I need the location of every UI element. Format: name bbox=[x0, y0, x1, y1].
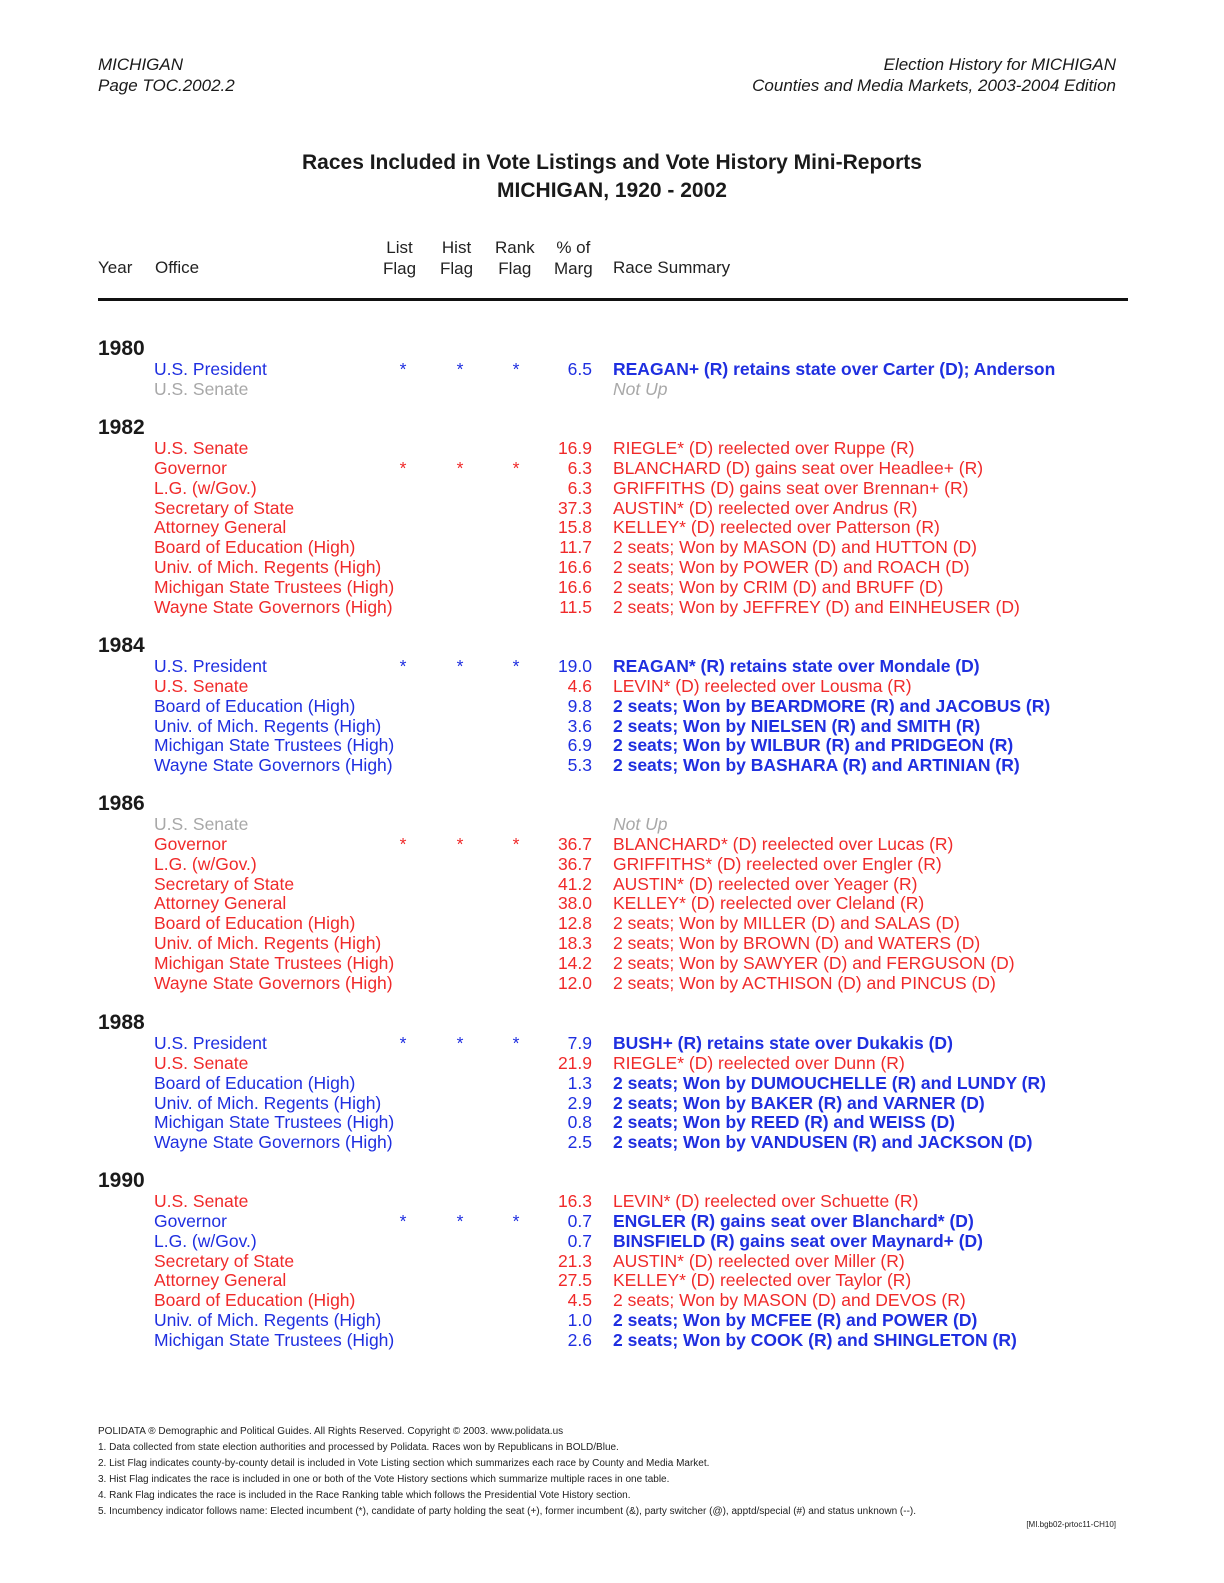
race-summary: KELLEY* (D) reelected over Cleland (R) bbox=[613, 893, 925, 913]
race-summary: AUSTIN* (D) reelected over Andrus (R) bbox=[613, 498, 918, 518]
race-office: Governor bbox=[154, 458, 227, 478]
race-row bbox=[0, 1330, 1224, 1350]
race-margin: 6.3 bbox=[567, 458, 592, 478]
state-name: MICHIGAN bbox=[98, 55, 183, 74]
race-summary: 2 seats; Won by MCFEE (R) and POWER (D) bbox=[613, 1310, 978, 1330]
race-margin: 2.6 bbox=[567, 1330, 592, 1350]
list-flag: * bbox=[399, 1211, 407, 1231]
race-margin: 12.8 bbox=[557, 913, 592, 933]
race-row bbox=[0, 577, 1224, 597]
rank-flag: * bbox=[512, 359, 520, 379]
race-margin: 12.0 bbox=[557, 973, 592, 993]
race-summary: BUSH+ (R) retains state over Dukakis (D) bbox=[613, 1033, 953, 1053]
race-margin: 37.3 bbox=[557, 498, 592, 518]
race-office: Governor bbox=[154, 834, 227, 854]
race-row bbox=[0, 755, 1224, 775]
list-flag: * bbox=[399, 359, 407, 379]
year-heading: 1988 bbox=[98, 1011, 145, 1034]
race-margin: 16.6 bbox=[557, 557, 592, 577]
race-office: Michigan State Trustees (High) bbox=[154, 1330, 395, 1350]
race-summary: 2 seats; Won by MILLER (D) and SALAS (D) bbox=[613, 913, 960, 933]
footer-code: [MI.bgb02-prtoc11-CH10] bbox=[1026, 1520, 1116, 1529]
race-row bbox=[0, 537, 1224, 557]
hist-flag: * bbox=[456, 1211, 464, 1231]
race-summary: 2 seats; Won by DUMOUCHELLE (R) and LUNDY (R) bbox=[613, 1073, 1046, 1093]
year-heading: 1986 bbox=[98, 792, 145, 815]
race-row bbox=[0, 1270, 1224, 1290]
footer-note: 4. Rank Flag indicates the race is included in the Race Ranking table which follows the Presidential Vote History section. bbox=[98, 1490, 631, 1501]
race-row bbox=[0, 1290, 1224, 1310]
col-hist-flag: Hist Flag bbox=[440, 238, 474, 278]
race-office: Secretary of State bbox=[154, 498, 295, 518]
race-office: Univ. of Mich. Regents (High) bbox=[154, 716, 382, 736]
race-margin: 4.6 bbox=[567, 676, 592, 696]
race-row bbox=[0, 1310, 1224, 1330]
col-office: Office bbox=[155, 258, 200, 277]
race-row bbox=[0, 379, 1224, 399]
race-row bbox=[0, 478, 1224, 498]
race-office: Board of Education (High) bbox=[154, 1290, 356, 1310]
race-margin: 41.2 bbox=[557, 874, 592, 894]
race-margin: 15.8 bbox=[557, 517, 592, 537]
publication-edition: Counties and Media Markets, 2003-2004 Edition bbox=[752, 76, 1116, 95]
rank-flag: * bbox=[512, 1033, 520, 1053]
race-office: U.S. Senate bbox=[154, 676, 249, 696]
race-margin: 16.3 bbox=[557, 1191, 592, 1211]
race-margin: 9.8 bbox=[567, 696, 592, 716]
race-margin: 14.2 bbox=[557, 953, 592, 973]
race-summary: LEVIN* (D) reelected over Lousma (R) bbox=[613, 676, 912, 696]
race-office: Wayne State Governors (High) bbox=[154, 973, 393, 993]
rank-flag: * bbox=[512, 834, 520, 854]
race-margin: 27.5 bbox=[557, 1270, 592, 1290]
footer-note: 1. Data collected from state election authorities and processed by Polidata. Races won by Republicans in BOLD/Blue. bbox=[98, 1442, 619, 1453]
race-margin: 0.7 bbox=[567, 1211, 592, 1231]
race-margin: 2.9 bbox=[567, 1093, 592, 1113]
race-office: Michigan State Trustees (High) bbox=[154, 953, 395, 973]
race-row bbox=[0, 953, 1224, 973]
race-summary: 2 seats; Won by BROWN (D) and WATERS (D) bbox=[613, 933, 981, 953]
race-margin: 38.0 bbox=[557, 893, 592, 913]
race-row bbox=[0, 1112, 1224, 1132]
race-summary: ENGLER (R) gains seat over Blanchard* (D) bbox=[613, 1211, 974, 1231]
race-summary: AUSTIN* (D) reelected over Yeager (R) bbox=[613, 874, 918, 894]
race-office: Attorney General bbox=[154, 1270, 287, 1290]
footer-note: 3. Hist Flag indicates the race is included in one or both of the Vote History sections which summarize multiple races in one table. bbox=[98, 1474, 670, 1485]
race-row bbox=[0, 438, 1224, 458]
race-summary: Not Up bbox=[613, 814, 668, 834]
page-number: Page TOC.2002.2 bbox=[98, 76, 235, 95]
race-office: Michigan State Trustees (High) bbox=[154, 735, 395, 755]
race-office: Michigan State Trustees (High) bbox=[154, 1112, 395, 1132]
race-office: Wayne State Governors (High) bbox=[154, 1132, 393, 1152]
race-margin: 6.9 bbox=[567, 735, 592, 755]
race-summary: KELLEY* (D) reelected over Patterson (R) bbox=[613, 517, 940, 537]
race-row bbox=[0, 597, 1224, 617]
year-heading: 1990 bbox=[98, 1169, 145, 1192]
race-row bbox=[0, 696, 1224, 716]
rank-flag: * bbox=[512, 656, 520, 676]
list-flag: * bbox=[399, 1033, 407, 1053]
race-margin: 11.5 bbox=[559, 597, 592, 617]
page-title: Races Included in Vote Listings and Vote History Mini-Reports bbox=[302, 151, 922, 174]
hist-flag: * bbox=[456, 359, 464, 379]
race-row bbox=[0, 1211, 1224, 1231]
race-summary: 2 seats; Won by MASON (D) and HUTTON (D) bbox=[613, 537, 978, 557]
footer-copyright: POLIDATA ® Demographic and Political Guides. All Rights Reserved. Copyright © 2003. www.polidata.us bbox=[98, 1426, 564, 1437]
race-margin: 21.3 bbox=[557, 1251, 592, 1271]
race-summary: BLANCHARD (D) gains seat over Headlee+ (R) bbox=[613, 458, 984, 478]
publication-title: Election History for MICHIGAN bbox=[883, 55, 1116, 74]
race-office: Univ. of Mich. Regents (High) bbox=[154, 557, 382, 577]
race-office: Secretary of State bbox=[154, 874, 295, 894]
race-summary: 2 seats; Won by BEARDMORE (R) and JACOBUS (R) bbox=[613, 696, 1051, 716]
race-summary: 2 seats; Won by ACTHISON (D) and PINCUS (D) bbox=[613, 973, 996, 993]
race-office: Attorney General bbox=[154, 893, 287, 913]
race-summary: 2 seats; Won by SAWYER (D) and FERGUSON (D) bbox=[613, 953, 1015, 973]
race-summary: 2 seats; Won by BASHARA (R) and ARTINIAN (R) bbox=[613, 755, 1020, 775]
rank-flag: * bbox=[512, 1211, 520, 1231]
race-margin: 36.7 bbox=[557, 834, 592, 854]
race-office: L.G. (w/Gov.) bbox=[154, 478, 257, 498]
race-summary: GRIFFITHS* (D) reelected over Engler (R) bbox=[613, 854, 942, 874]
hist-flag: * bbox=[456, 1033, 464, 1053]
race-margin: 0.7 bbox=[567, 1231, 592, 1251]
rank-flag: * bbox=[512, 458, 520, 478]
race-row bbox=[0, 458, 1224, 478]
race-row bbox=[0, 854, 1224, 874]
race-row bbox=[0, 1191, 1224, 1211]
race-row bbox=[0, 874, 1224, 894]
race-margin: 3.6 bbox=[567, 716, 592, 736]
race-margin: 2.5 bbox=[567, 1132, 592, 1152]
col-race-summary: Race Summary bbox=[613, 258, 731, 277]
race-summary: Not Up bbox=[613, 379, 668, 399]
race-summary: 2 seats; Won by MASON (D) and DEVOS (R) bbox=[613, 1290, 966, 1310]
race-office: Univ. of Mich. Regents (High) bbox=[154, 1093, 382, 1113]
race-row bbox=[0, 913, 1224, 933]
race-margin: 11.7 bbox=[559, 537, 592, 557]
race-summary: 2 seats; Won by JEFFREY (D) and EINHEUSER (D) bbox=[613, 597, 1020, 617]
race-row bbox=[0, 1033, 1224, 1053]
header-rule bbox=[98, 298, 1128, 301]
race-summary: AUSTIN* (D) reelected over Miller (R) bbox=[613, 1251, 905, 1271]
race-summary: 2 seats; Won by NIELSEN (R) and SMITH (R) bbox=[613, 716, 981, 736]
race-margin: 5.3 bbox=[567, 755, 592, 775]
footer-note: 5. Incumbency indicator follows name: Elected incumbent (*), candidate of party holding the seat (+), former incumbent (&), party switcher (@), apptd/special (#) and status unknown (--). bbox=[98, 1506, 917, 1517]
race-summary: REAGAN+ (R) retains state over Carter (D); Anderson bbox=[613, 359, 1056, 379]
race-office: U.S. Senate bbox=[154, 1053, 249, 1073]
race-margin: 16.6 bbox=[557, 577, 592, 597]
race-margin: 21.9 bbox=[557, 1053, 592, 1073]
race-row bbox=[0, 1053, 1224, 1073]
race-row bbox=[0, 517, 1224, 537]
race-row bbox=[0, 973, 1224, 993]
race-summary: LEVIN* (D) reelected over Schuette (R) bbox=[613, 1191, 919, 1211]
race-margin: 18.3 bbox=[557, 933, 592, 953]
race-summary: RIEGLE* (D) reelected over Ruppe (R) bbox=[613, 438, 915, 458]
year-heading: 1982 bbox=[98, 416, 145, 439]
race-margin: 19.0 bbox=[557, 656, 592, 676]
race-office: Wayne State Governors (High) bbox=[154, 597, 393, 617]
race-margin: 6.3 bbox=[567, 478, 592, 498]
race-margin: 7.9 bbox=[567, 1033, 592, 1053]
race-margin: 1.3 bbox=[567, 1073, 592, 1093]
race-office: U.S. President bbox=[154, 359, 267, 379]
race-margin: 4.5 bbox=[567, 1290, 592, 1310]
race-office: U.S. Senate bbox=[154, 1191, 249, 1211]
race-summary: 2 seats; Won by COOK (R) and SHINGLETON (R) bbox=[613, 1330, 1017, 1350]
race-summary: BINSFIELD (R) gains seat over Maynard+ (D) bbox=[613, 1231, 984, 1251]
page-subtitle: MICHIGAN, 1920 - 2002 bbox=[497, 179, 727, 202]
race-office: Attorney General bbox=[154, 517, 287, 537]
race-row bbox=[0, 1093, 1224, 1113]
race-margin: 1.0 bbox=[567, 1310, 592, 1330]
race-office: U.S. Senate bbox=[154, 438, 249, 458]
race-row bbox=[0, 814, 1224, 834]
race-office: Board of Education (High) bbox=[154, 537, 356, 557]
col-rank-flag: Rank Flag bbox=[495, 238, 535, 278]
race-margin: 36.7 bbox=[557, 854, 592, 874]
race-office: Governor bbox=[154, 1211, 227, 1231]
hist-flag: * bbox=[456, 458, 464, 478]
race-summary: 2 seats; Won by CRIM (D) and BRUFF (D) bbox=[613, 577, 944, 597]
race-office: Board of Education (High) bbox=[154, 913, 356, 933]
race-row bbox=[0, 834, 1224, 854]
race-row bbox=[0, 1251, 1224, 1271]
race-summary: BLANCHARD* (D) reelected over Lucas (R) bbox=[613, 834, 954, 854]
page-header-left bbox=[98, 54, 235, 96]
race-summary: KELLEY* (D) reelected over Taylor (R) bbox=[613, 1270, 912, 1290]
race-summary: 2 seats; Won by POWER (D) and ROACH (D) bbox=[613, 557, 970, 577]
race-summary: 2 seats; Won by BAKER (R) and VARNER (D) bbox=[613, 1093, 985, 1113]
race-row bbox=[0, 716, 1224, 736]
race-summary: GRIFFITHS (D) gains seat over Brennan+ (R) bbox=[613, 478, 969, 498]
race-office: L.G. (w/Gov.) bbox=[154, 1231, 257, 1251]
race-office: Univ. of Mich. Regents (High) bbox=[154, 1310, 382, 1330]
race-summary: 2 seats; Won by VANDUSEN (R) and JACKSON (D) bbox=[613, 1132, 1033, 1152]
col-list-flag: List Flag bbox=[383, 238, 417, 278]
race-row bbox=[0, 933, 1224, 953]
race-row bbox=[0, 676, 1224, 696]
race-summary: RIEGLE* (D) reelected over Dunn (R) bbox=[613, 1053, 905, 1073]
race-office: Wayne State Governors (High) bbox=[154, 755, 393, 775]
race-office: Board of Education (High) bbox=[154, 1073, 356, 1093]
race-row bbox=[0, 359, 1224, 379]
col-margin: % of Marg bbox=[554, 238, 593, 278]
race-summary: REAGAN* (R) retains state over Mondale (D) bbox=[613, 656, 980, 676]
race-office: U.S. Senate bbox=[154, 814, 249, 834]
race-row bbox=[0, 1073, 1224, 1093]
race-office: U.S. President bbox=[154, 656, 267, 676]
race-margin: 16.9 bbox=[557, 438, 592, 458]
race-office: Secretary of State bbox=[154, 1251, 295, 1271]
race-row bbox=[0, 557, 1224, 577]
race-row bbox=[0, 498, 1224, 518]
race-row bbox=[0, 656, 1224, 676]
race-office: L.G. (w/Gov.) bbox=[154, 854, 257, 874]
race-summary: 2 seats; Won by WILBUR (R) and PRIDGEON (R) bbox=[613, 735, 1014, 755]
year-heading: 1984 bbox=[98, 634, 145, 657]
race-row bbox=[0, 1231, 1224, 1251]
race-margin: 6.5 bbox=[567, 359, 592, 379]
page-header-right bbox=[752, 54, 1116, 96]
footer-note: 2. List Flag indicates county-by-county detail is included in Vote Listing section which summarizes each race by County and Media Market. bbox=[98, 1458, 710, 1469]
hist-flag: * bbox=[456, 834, 464, 854]
hist-flag: * bbox=[456, 656, 464, 676]
list-flag: * bbox=[399, 656, 407, 676]
col-year: Year bbox=[98, 258, 133, 277]
race-office: Michigan State Trustees (High) bbox=[154, 577, 395, 597]
race-office: Univ. of Mich. Regents (High) bbox=[154, 933, 382, 953]
race-office: U.S. President bbox=[154, 1033, 267, 1053]
race-row bbox=[0, 893, 1224, 913]
race-summary: 2 seats; Won by REED (R) and WEISS (D) bbox=[613, 1112, 955, 1132]
race-office: U.S. Senate bbox=[154, 379, 249, 399]
list-flag: * bbox=[399, 458, 407, 478]
race-row bbox=[0, 1132, 1224, 1152]
list-flag: * bbox=[399, 834, 407, 854]
race-row bbox=[0, 735, 1224, 755]
race-margin: 0.8 bbox=[567, 1112, 592, 1132]
year-heading: 1980 bbox=[98, 337, 145, 360]
race-office: Board of Education (High) bbox=[154, 696, 356, 716]
